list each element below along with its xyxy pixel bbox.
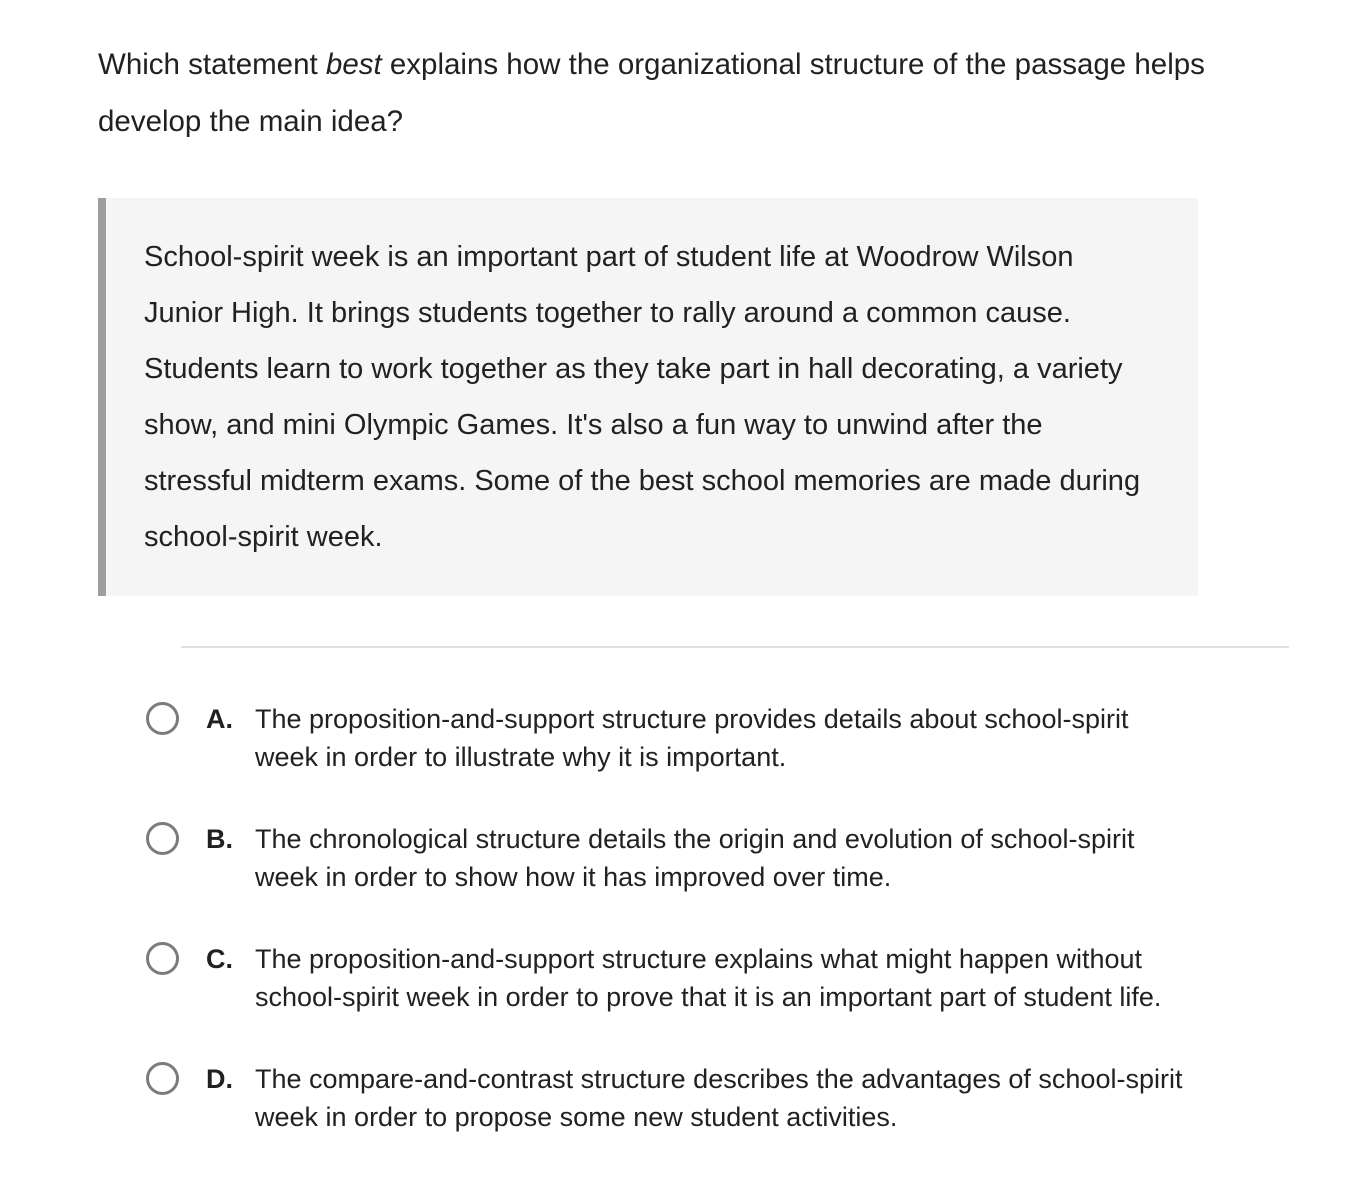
- question-text-suffix: explains how the organizational structure of the passage helps develop the main idea?: [98, 48, 1205, 138]
- answer-options: [98, 700, 1372, 1136]
- option-text-b: The chronological structure details the origin and evolution of school-spirit week in order to show how it has improved over time.: [255, 824, 1135, 892]
- answer-option-b[interactable]: [98, 820, 1372, 896]
- radio-button-b[interactable]: [146, 822, 179, 855]
- option-text-c: The proposition-and-support structure explains what might happen without school-spirit week in order to prove that it is an important part of student life.: [255, 944, 1162, 1012]
- option-letter-b: B.: [206, 824, 233, 854]
- radio-button-c[interactable]: [146, 942, 179, 975]
- option-letter-c: C.: [206, 944, 233, 974]
- answer-option-a[interactable]: [98, 700, 1372, 776]
- answer-option-c[interactable]: [98, 940, 1372, 1016]
- answer-option-d[interactable]: [98, 1060, 1372, 1136]
- passage-quote: [98, 198, 1198, 596]
- question-text-prefix: Which statement: [98, 48, 318, 81]
- option-letter-d: D.: [206, 1064, 233, 1094]
- option-text-d: The compare-and-contrast structure describes the advantages of school-spirit week in order to propose some new student activities.: [255, 1064, 1183, 1132]
- radio-button-a[interactable]: [146, 702, 179, 735]
- section-divider: [181, 646, 1289, 648]
- option-text-a: The proposition-and-support structure provides details about school-spirit week in order to illustrate why it is important.: [255, 704, 1129, 772]
- option-letter-a: A.: [206, 704, 233, 734]
- question-text: [98, 36, 1258, 150]
- passage-text: School-spirit week is an important part of student life at Woodrow Wilson Junior High. It brings students together to rally around a common cause. Students learn to work together as they take part in hall decorating, a variety show, and mini Olympic Games. It's also a fun way to unwind after the stressful midterm exams. Some of the best school memories are made during school-spirit week.: [144, 241, 1141, 553]
- radio-button-d[interactable]: [146, 1062, 179, 1095]
- question-text-emphasis: best: [325, 48, 382, 81]
